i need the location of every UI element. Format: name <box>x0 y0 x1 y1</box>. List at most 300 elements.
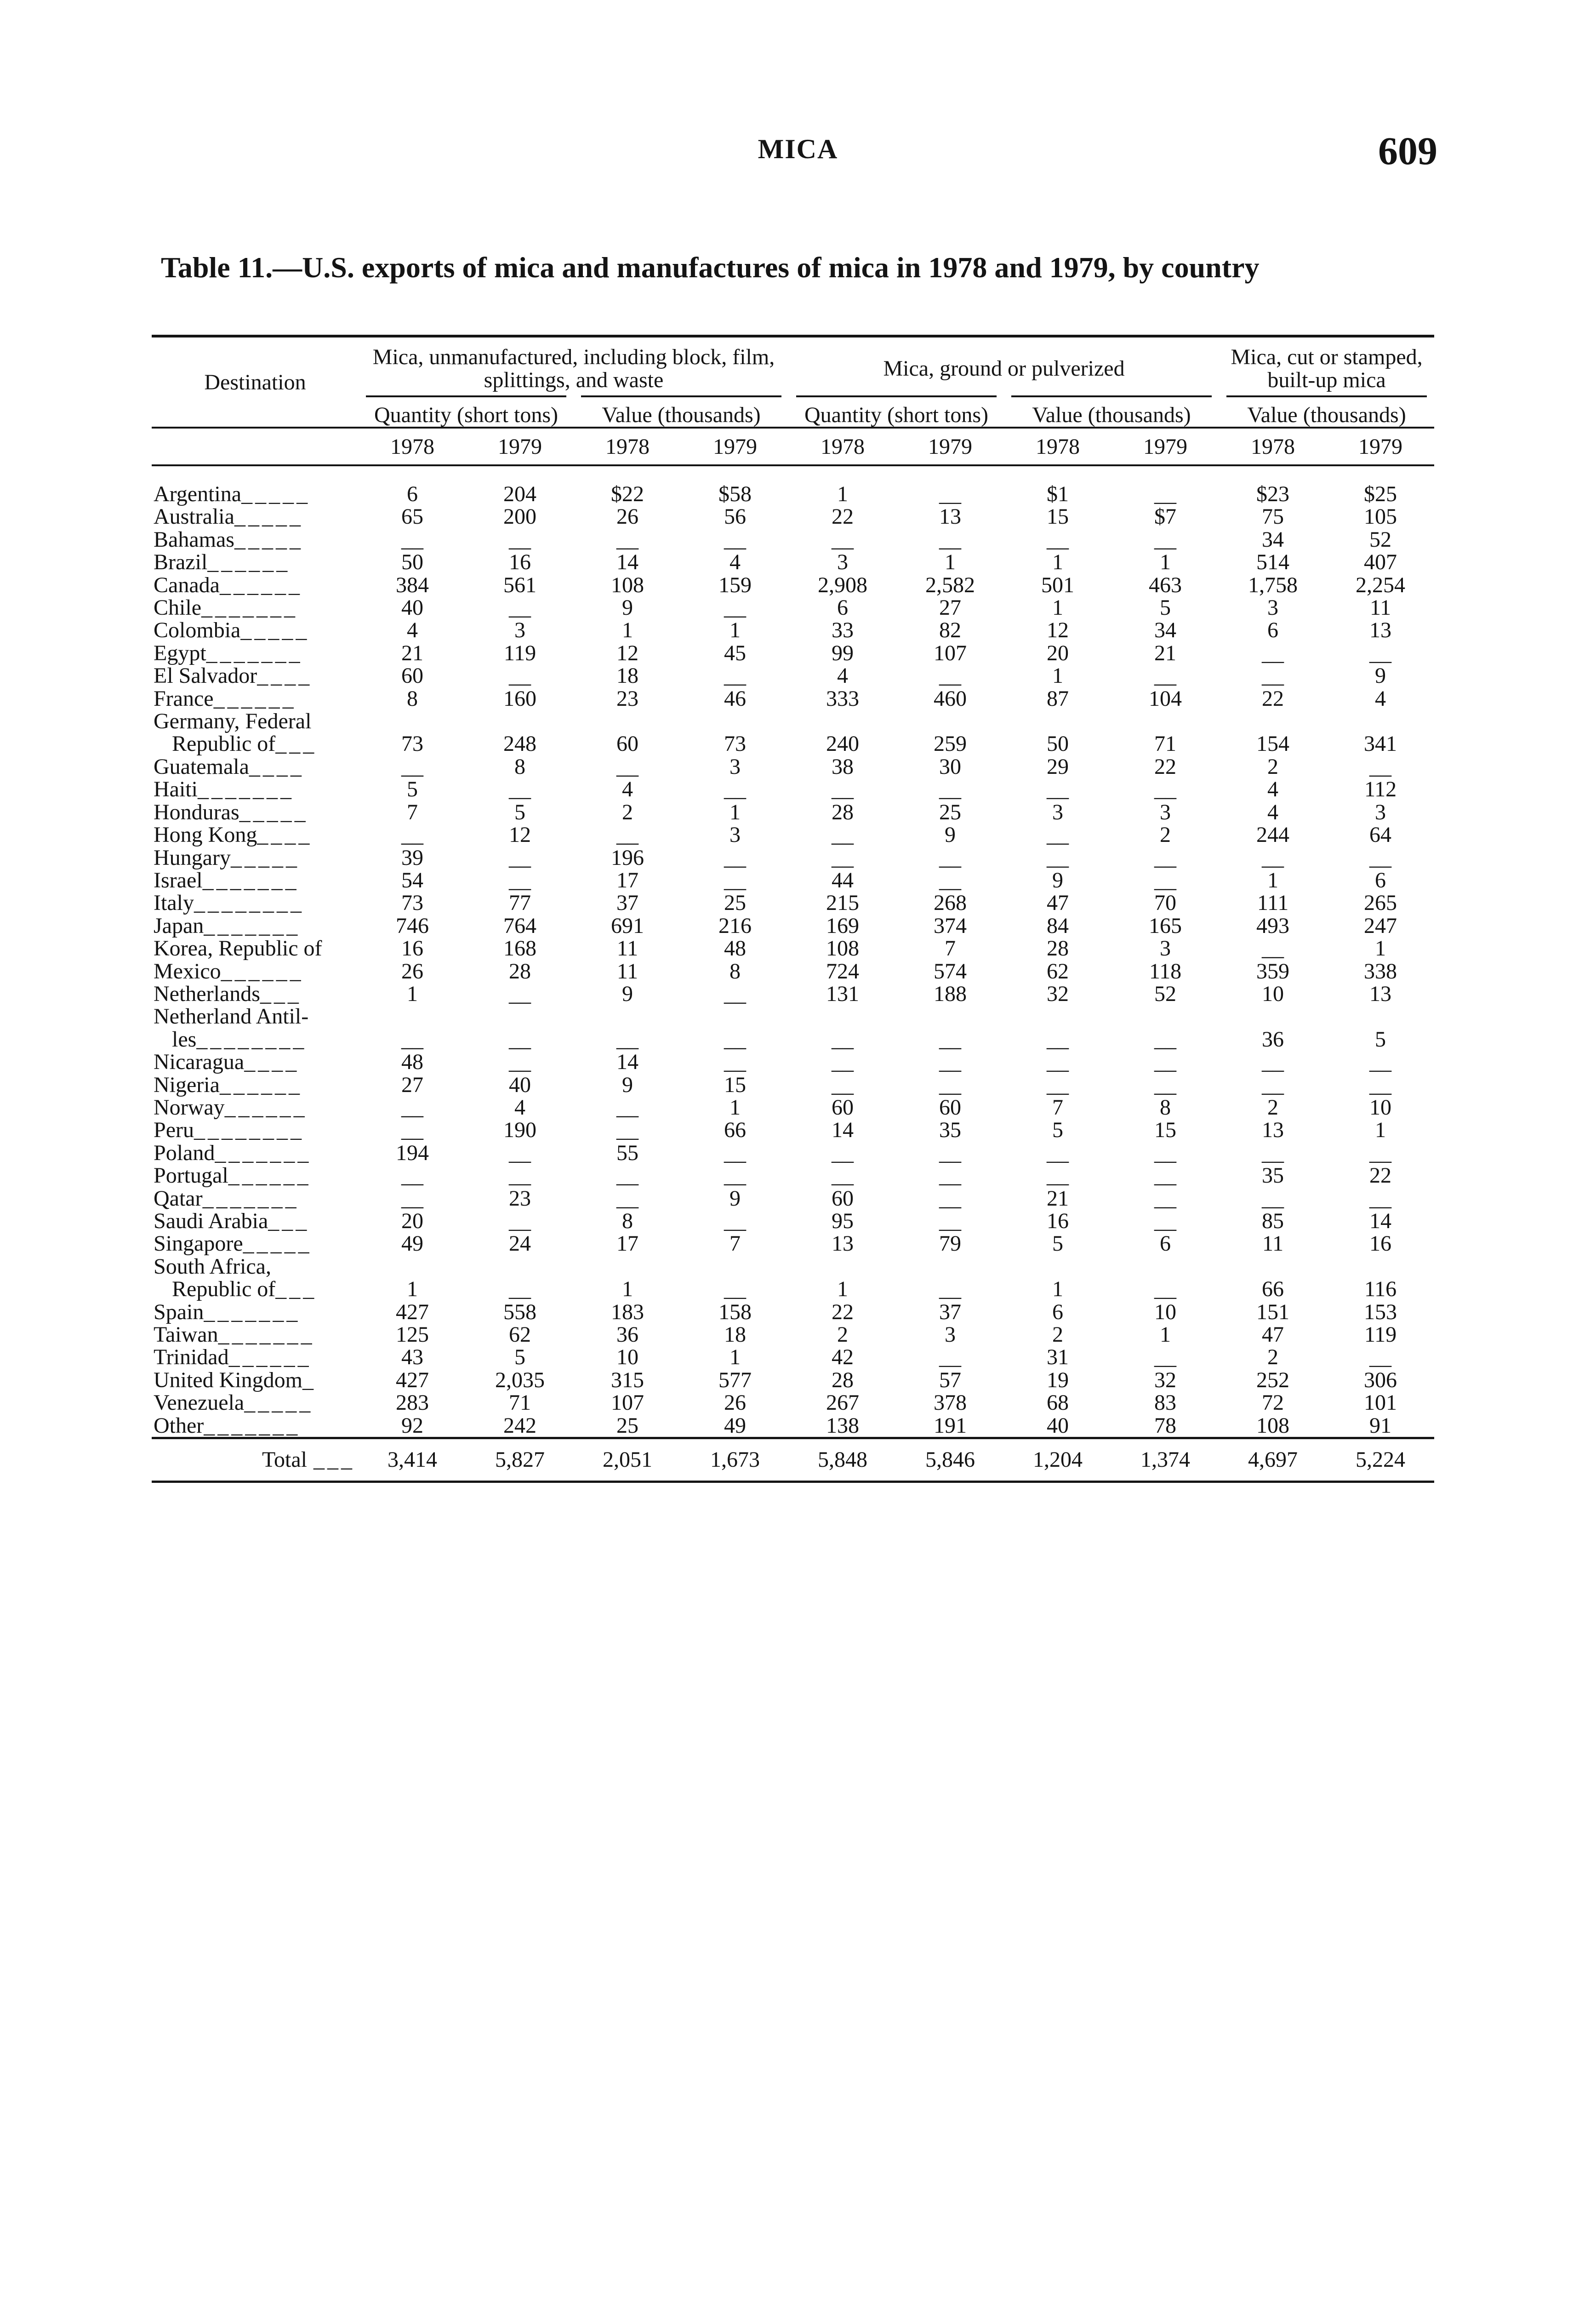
table-row <box>152 983 1434 1005</box>
value-cell: 47 <box>1047 891 1069 915</box>
table-row <box>152 465 1434 505</box>
value-cell: 125 <box>396 1322 429 1347</box>
value-cell <box>681 1255 789 1278</box>
value-cell: 7 <box>407 800 418 824</box>
value-cell: __ <box>1154 868 1177 892</box>
value-cell: __ <box>832 1027 854 1052</box>
value-cell: 11 <box>616 959 638 984</box>
destination-cell <box>152 801 359 824</box>
destination-cell <box>152 465 359 505</box>
value-cell: __ <box>1262 936 1284 961</box>
table-row <box>152 960 1434 983</box>
value-cell: __ <box>939 868 961 892</box>
value-cell: 34 <box>1262 527 1284 552</box>
value-cell: 16 <box>401 936 423 961</box>
value-cell: 16 <box>1369 1231 1392 1256</box>
destination-cell <box>152 1051 359 1073</box>
value-cell: __ <box>724 845 746 870</box>
value-cell: 574 <box>934 959 967 984</box>
value-cell: 4 <box>1267 777 1279 802</box>
value-cell: __ <box>1262 845 1284 870</box>
value-cell: 8 <box>622 1209 633 1233</box>
value-cell: 359 <box>1256 959 1290 984</box>
total-value-cell: 5,846 <box>896 1438 1004 1482</box>
value-cell <box>789 1005 896 1028</box>
value-cell: 66 <box>1262 1277 1284 1302</box>
value-cell <box>466 1005 574 1028</box>
value-cell: 48 <box>724 936 746 961</box>
value-cell: __ <box>1047 1163 1069 1188</box>
value-cell: 108 <box>826 936 859 961</box>
value-cell: 2,254 <box>1356 572 1406 597</box>
destination-cell <box>152 1278 359 1300</box>
table-row <box>152 619 1434 641</box>
value-cell: 244 <box>1256 823 1290 847</box>
value-cell: 1 <box>730 618 741 643</box>
value-cell <box>896 1255 1004 1278</box>
value-cell: 338 <box>1364 959 1397 984</box>
value-cell: 60 <box>616 732 638 756</box>
dot-leader: _____ <box>244 1390 314 1415</box>
value-cell <box>574 710 681 732</box>
value-cell: 1 <box>837 1277 848 1302</box>
destination-cell <box>152 846 359 869</box>
value-cell: 8 <box>730 959 741 984</box>
table-body <box>152 465 1434 1482</box>
destination-name: Chile <box>154 595 201 620</box>
value-cell: 45 <box>724 641 746 665</box>
value-cell: 66 <box>724 1118 746 1143</box>
year-header: 1979 <box>681 428 789 465</box>
value-cell: __ <box>616 1186 638 1211</box>
value-cell: 374 <box>934 913 967 938</box>
value-cell: __ <box>832 777 854 802</box>
value-cell: 764 <box>503 913 536 938</box>
table-row <box>152 1164 1434 1187</box>
value-cell: 87 <box>1047 686 1069 711</box>
value-cell: __ <box>724 1277 746 1302</box>
group-header-unmanufactured: Mica, unmanufactured, including block, film, splittings, and waste <box>359 336 789 392</box>
destination-name: Taiwan <box>154 1322 218 1347</box>
value-cell: 55 <box>616 1140 638 1165</box>
total-value-cell: 5,848 <box>789 1438 896 1482</box>
value-cell: 47 <box>1262 1322 1284 1347</box>
value-cell: __ <box>1154 1140 1177 1165</box>
value-cell: 46 <box>724 686 746 711</box>
value-cell: 34 <box>1154 618 1177 643</box>
value-cell: 131 <box>826 981 859 1006</box>
table-row <box>152 1414 1434 1438</box>
value-cell: $23 <box>1256 482 1290 506</box>
group-header-cut-stamped: Mica, cut or stamped, built-up mica <box>1219 336 1434 392</box>
value-cell: 4 <box>1267 800 1279 824</box>
dot-leader: _______ <box>215 1140 312 1165</box>
value-cell: 1 <box>1267 868 1279 892</box>
value-cell: 16 <box>1047 1209 1069 1233</box>
subheader-quantity-label: Quantity (short tons) <box>366 395 566 427</box>
value-cell <box>1327 1005 1434 1028</box>
value-cell: 1 <box>622 1277 633 1302</box>
value-cell: 6 <box>1052 1299 1063 1324</box>
value-cell: 13 <box>1369 981 1392 1006</box>
destination-name: Argentina <box>154 482 242 506</box>
value-cell: 31 <box>1047 1345 1069 1370</box>
value-cell: 107 <box>611 1390 644 1415</box>
value-cell: 1 <box>1375 1118 1386 1143</box>
table-row <box>152 1028 1434 1051</box>
subheader-value-label: Value (thousands) <box>581 395 781 427</box>
value-cell: 72 <box>1262 1390 1284 1415</box>
value-cell: 85 <box>1262 1209 1284 1233</box>
value-cell: 5 <box>1052 1118 1063 1143</box>
value-cell: 188 <box>934 981 967 1006</box>
value-cell: 116 <box>1364 1277 1397 1302</box>
value-cell: 14 <box>616 1050 638 1075</box>
value-cell <box>574 1005 681 1028</box>
dot-leader: _______ <box>202 868 299 892</box>
dot-leader: _______ <box>197 777 294 802</box>
value-cell <box>896 1005 1004 1028</box>
value-cell: 7 <box>730 1231 741 1256</box>
value-cell: $25 <box>1364 482 1397 506</box>
value-cell: 36 <box>616 1322 638 1347</box>
value-cell: 3 <box>837 550 848 575</box>
value-cell: 333 <box>826 686 859 711</box>
value-cell: 91 <box>1369 1413 1392 1438</box>
destination-name: Republic of <box>172 732 276 756</box>
value-cell: 151 <box>1256 1299 1290 1324</box>
running-title: MICA <box>758 134 838 164</box>
value-cell: 37 <box>616 891 638 915</box>
destination-name: Canada <box>154 572 220 597</box>
value-cell: 1 <box>1052 1277 1063 1302</box>
destination-cell <box>152 1255 359 1278</box>
value-cell: 1 <box>1052 663 1063 688</box>
value-cell: 50 <box>1047 732 1069 756</box>
dot-leader: ________ <box>194 1118 304 1143</box>
value-cell: 13 <box>1369 618 1392 643</box>
value-cell: __ <box>1369 845 1392 870</box>
value-cell: 71 <box>509 1390 531 1415</box>
value-cell: 27 <box>939 595 961 620</box>
value-cell: 5 <box>1375 1027 1386 1052</box>
destination-cell <box>152 1391 359 1414</box>
value-cell: 18 <box>724 1322 746 1347</box>
value-cell: 268 <box>934 891 967 915</box>
table-row <box>152 755 1434 778</box>
value-cell: __ <box>509 1140 531 1165</box>
value-cell: 15 <box>1047 504 1069 529</box>
value-cell: 3 <box>730 823 741 847</box>
value-cell: 22 <box>1369 1163 1392 1188</box>
dot-leader: ________ <box>196 1027 307 1052</box>
value-cell: 242 <box>503 1413 536 1438</box>
destination-name: Brazil <box>154 550 208 575</box>
table-row <box>152 1187 1434 1210</box>
value-cell: 6 <box>1160 1231 1171 1256</box>
value-cell: __ <box>724 1209 746 1233</box>
table-row <box>152 551 1434 573</box>
dot-leader: _______ <box>204 1299 301 1324</box>
dot-leader: ____ <box>257 823 313 847</box>
value-cell: __ <box>1154 527 1177 552</box>
destination-name: South Africa, <box>154 1254 271 1279</box>
value-cell: __ <box>724 1027 746 1052</box>
value-cell <box>1327 1255 1434 1278</box>
value-cell: __ <box>509 1209 531 1233</box>
dot-leader: ________ <box>194 891 304 915</box>
value-cell: __ <box>1154 1072 1177 1097</box>
value-cell: 33 <box>832 618 854 643</box>
value-cell: 71 <box>1154 732 1177 756</box>
table-row <box>152 505 1434 528</box>
value-cell: __ <box>939 1072 961 1097</box>
subheader-value-label: Value (thousands) <box>1226 395 1427 427</box>
value-cell: __ <box>724 663 746 688</box>
value-cell: 35 <box>1262 1163 1284 1188</box>
table-row <box>152 1255 1434 1278</box>
value-cell: 2 <box>1160 823 1171 847</box>
value-cell: 62 <box>509 1322 531 1347</box>
value-cell: 1 <box>1052 595 1063 620</box>
value-cell: 21 <box>1047 1186 1069 1211</box>
value-cell: 12 <box>509 823 531 847</box>
value-cell: 3 <box>514 618 525 643</box>
value-cell: 10 <box>1154 1299 1177 1324</box>
value-cell: 22 <box>832 504 854 529</box>
value-cell: __ <box>724 981 746 1006</box>
value-cell: __ <box>1262 663 1284 688</box>
subheader-value <box>1004 392 1219 428</box>
value-cell <box>466 710 574 732</box>
year-header: 1978 <box>574 428 681 465</box>
value-cell: 6 <box>1267 618 1279 643</box>
value-cell: 200 <box>503 504 536 529</box>
value-cell: 21 <box>401 641 423 665</box>
value-cell: 3 <box>945 1322 956 1347</box>
table-row <box>152 824 1434 846</box>
destination-cell <box>152 915 359 937</box>
value-cell: 427 <box>396 1367 429 1392</box>
value-cell: 5 <box>514 1345 525 1370</box>
value-cell: __ <box>509 1277 531 1302</box>
value-cell: 158 <box>718 1299 752 1324</box>
value-cell: 57 <box>939 1367 961 1392</box>
destination-cell <box>152 619 359 641</box>
value-cell: 2,582 <box>925 572 975 597</box>
value-cell: __ <box>1154 1050 1177 1075</box>
value-cell: 11 <box>1262 1231 1284 1256</box>
dot-leader: _____ <box>234 527 303 552</box>
value-cell: 2 <box>622 800 633 824</box>
destination-name: Hungary <box>154 845 231 870</box>
destination-cell <box>152 574 359 596</box>
value-cell: __ <box>832 1072 854 1097</box>
value-cell: 77 <box>509 891 531 915</box>
value-cell: 5 <box>407 777 418 802</box>
dot-leader: _____ <box>240 618 310 643</box>
year-header: 1978 <box>789 428 896 465</box>
value-cell: 6 <box>837 595 848 620</box>
table-row <box>152 528 1434 551</box>
value-cell: __ <box>939 1209 961 1233</box>
value-cell: 240 <box>826 732 859 756</box>
destination-name: Qatar <box>154 1186 203 1211</box>
year-header: 1979 <box>466 428 574 465</box>
dot-leader: _____ <box>239 800 308 824</box>
value-cell: __ <box>1154 1277 1177 1302</box>
destination-name: Netherland Antil- <box>154 1004 309 1029</box>
destination-name: Republic of <box>172 1277 276 1302</box>
dot-leader: ____ <box>249 754 304 779</box>
total-row <box>152 1438 1434 1482</box>
dot-leader: ______ <box>219 1072 302 1097</box>
page-number: 609 <box>1378 129 1437 173</box>
value-cell <box>681 1005 789 1028</box>
value-cell: __ <box>1154 1345 1177 1370</box>
total-label: Total <box>262 1447 307 1472</box>
value-cell: __ <box>1369 754 1392 779</box>
value-cell: 4 <box>514 1095 525 1120</box>
table-row <box>152 915 1434 937</box>
value-cell: 7 <box>945 936 956 961</box>
value-cell: __ <box>616 823 638 847</box>
value-cell: 24 <box>509 1231 531 1256</box>
table-row <box>152 846 1434 869</box>
destination-name: France <box>154 686 214 711</box>
value-cell <box>896 710 1004 732</box>
value-cell: __ <box>939 482 961 506</box>
value-cell: 138 <box>826 1413 859 1438</box>
value-cell: __ <box>1047 1050 1069 1075</box>
exports-table <box>152 335 1434 1483</box>
value-cell: 119 <box>1364 1322 1397 1347</box>
value-cell: 23 <box>509 1186 531 1211</box>
year-header: 1978 <box>1004 428 1112 465</box>
table-row <box>152 596 1434 619</box>
value-cell: __ <box>1369 1072 1392 1097</box>
table-row <box>152 1278 1434 1300</box>
value-cell: 73 <box>724 732 746 756</box>
table-row <box>152 732 1434 755</box>
value-cell: 83 <box>1154 1390 1177 1415</box>
value-cell: 44 <box>832 868 854 892</box>
dot-leader: ___ <box>260 981 302 1006</box>
destination-name: Saudi Arabia <box>154 1209 268 1233</box>
value-cell: 36 <box>1262 1027 1284 1052</box>
value-cell: 118 <box>1149 959 1182 984</box>
value-cell: 1 <box>837 482 848 506</box>
destination-cell <box>152 596 359 619</box>
value-cell: 52 <box>1154 981 1177 1006</box>
year-header: 1978 <box>1219 428 1327 465</box>
value-cell: 13 <box>832 1231 854 1256</box>
value-cell: 14 <box>1369 1209 1392 1233</box>
value-cell: __ <box>1047 777 1069 802</box>
value-cell: 1 <box>730 800 741 824</box>
table-title: Table 11.—U.S. exports of mica and manufactures of mica in 1978 and 1979, by country <box>161 251 1260 284</box>
value-cell: 14 <box>832 1118 854 1143</box>
total-value-cell: 5,224 <box>1327 1438 1434 1482</box>
dot-leader: _______ <box>204 1413 301 1438</box>
destination-cell <box>152 642 359 664</box>
value-cell: 79 <box>939 1231 961 1256</box>
value-cell: __ <box>724 527 746 552</box>
value-cell: 73 <box>401 891 423 915</box>
value-cell: 1 <box>945 550 956 575</box>
value-cell: 514 <box>1256 550 1290 575</box>
table-row <box>152 574 1434 596</box>
value-cell: 577 <box>718 1367 752 1392</box>
total-value-cell: 2,051 <box>574 1438 681 1482</box>
value-cell: __ <box>1047 845 1069 870</box>
value-cell: 9 <box>1052 868 1063 892</box>
value-cell <box>1219 710 1327 732</box>
value-cell: 82 <box>939 618 961 643</box>
value-cell: 54 <box>401 868 423 892</box>
value-cell: __ <box>832 845 854 870</box>
value-cell: 5 <box>1160 595 1171 620</box>
value-cell: 14 <box>616 550 638 575</box>
value-cell: __ <box>401 1095 423 1120</box>
value-cell: 2,035 <box>495 1367 545 1392</box>
value-cell: 168 <box>503 936 536 961</box>
value-cell: 43 <box>401 1345 423 1370</box>
value-cell: __ <box>724 595 746 620</box>
value-cell: 42 <box>832 1345 854 1370</box>
value-cell: 105 <box>1364 504 1397 529</box>
value-cell: 3 <box>1160 936 1171 961</box>
destination-name: El Salvador <box>154 663 257 688</box>
value-cell: 1,758 <box>1248 572 1298 597</box>
destination-cell <box>152 1232 359 1255</box>
total-value-cell: 5,827 <box>466 1438 574 1482</box>
value-cell: __ <box>1047 1140 1069 1165</box>
total-label-wrap <box>152 1439 359 1481</box>
subheader-value <box>1219 392 1434 428</box>
destination-name: Colombia <box>154 618 241 643</box>
value-cell: 159 <box>718 572 752 597</box>
value-cell: 73 <box>401 732 423 756</box>
value-cell: 38 <box>832 754 854 779</box>
value-cell: 315 <box>611 1367 644 1392</box>
total-value-cell: 4,697 <box>1219 1438 1327 1482</box>
table-row <box>152 1369 1434 1391</box>
value-cell: __ <box>832 1050 854 1075</box>
destination-name: Nicaragua <box>154 1050 245 1075</box>
value-cell: 112 <box>1364 777 1397 802</box>
value-cell: 194 <box>396 1140 429 1165</box>
value-cell: 37 <box>939 1299 961 1324</box>
table-row <box>152 710 1434 732</box>
table-row <box>152 778 1434 801</box>
destination-name: les <box>172 1027 197 1052</box>
value-cell: __ <box>1154 1209 1177 1233</box>
destination-name: Peru <box>154 1118 194 1143</box>
value-cell: 49 <box>724 1413 746 1438</box>
value-cell: 10 <box>616 1345 638 1370</box>
value-cell: 1 <box>1160 1322 1171 1347</box>
dot-leader: _____ <box>234 504 303 529</box>
dot-leader: ___ <box>275 1277 317 1302</box>
destination-cell <box>152 983 359 1005</box>
value-cell: 48 <box>401 1050 423 1075</box>
value-cell: 154 <box>1256 732 1290 756</box>
value-cell: 160 <box>503 686 536 711</box>
table-row <box>152 642 1434 664</box>
value-cell: 6 <box>1375 868 1386 892</box>
dot-leader: ______ <box>213 686 296 711</box>
